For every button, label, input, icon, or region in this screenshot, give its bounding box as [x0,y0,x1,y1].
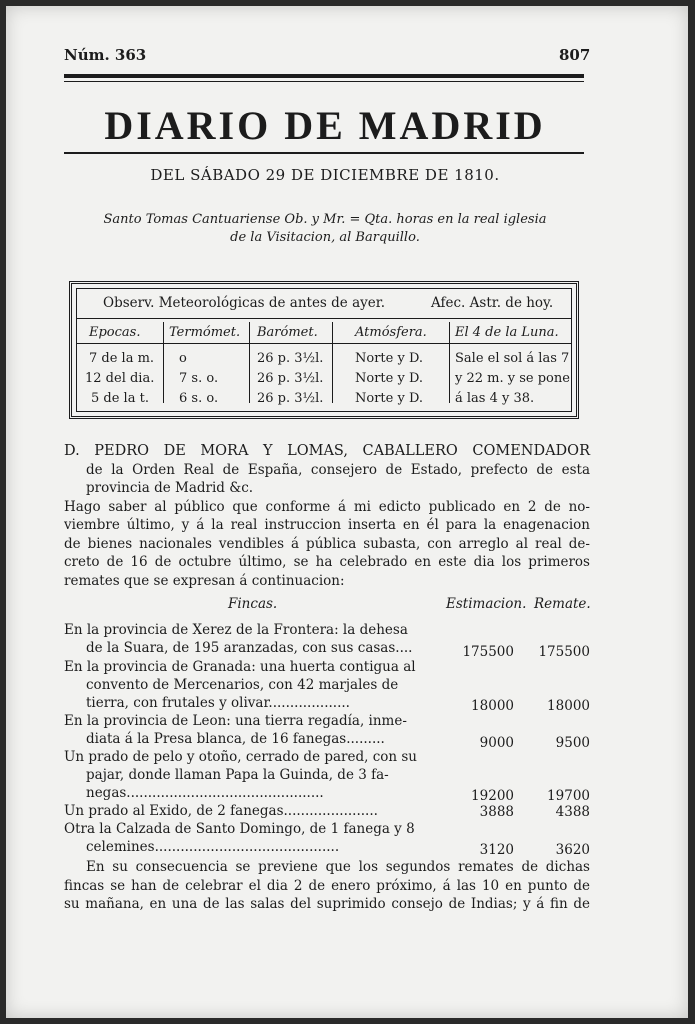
entry-1-line-2: de la Suara, de 195 aranzadas, con sus casas.... [86,640,413,656]
col-estimacion: Estimacion. [446,596,527,612]
notice-line: viembre último, y á la real instruccion inserta en él para la enagenacion [64,517,590,533]
entry-1-estimacion: 175500 [462,644,514,660]
meteorological-table [69,281,579,419]
notice-heading: D. PEDRO DE MORA Y LOMAS, CABALLERO COMENDADOR [64,443,590,459]
col-header-luna: El 4 de la Luna. [455,325,559,340]
saint-of-day-line-2: de la Visitacion, al Barquillo. [230,230,420,245]
entry-2-line-3: tierra, con frutales y olivar................... [86,695,350,711]
row1-epoca: 7 de la m. [89,351,155,366]
notice-block [64,442,590,590]
newspaper-page [6,6,688,1018]
row3-termo: 6 s. o. [179,391,219,406]
header-rule-thin [64,81,584,82]
entry-2-remate: 18000 [547,698,590,714]
col-divider [332,322,333,403]
saint-of-day-line-1: Santo Tomas Cantuariense Ob. y Mr. = Qta. horas en la real iglesia [103,212,547,227]
entry-3-remate: 9500 [555,735,590,751]
col-header-barometro: Barómet. [257,325,318,340]
notice-line: de la Orden Real de España, consejero de Estado, prefecto de esta [86,461,590,478]
closing-line: su mañana, en una de las salas del suprimido consejo de Indias; y á fin de [64,896,590,912]
header-rule-top [64,74,584,78]
row3-epoca: 5 de la t. [91,391,149,406]
masthead-rule [64,152,584,154]
col-header-atmosfera: Atmósfera. [355,325,427,340]
row2-atmos: Norte y D. [355,371,424,386]
row1-barom: 26 p. 3½l. [257,351,324,366]
entry-6-line-2: celemines........................................... [86,839,340,855]
entry-1-line-1: En la provincia de Xerez de la Frontera: la dehesa [64,622,408,638]
col-divider [449,322,450,403]
col-remate: Remate. [534,596,591,612]
entry-5-estimacion: 3888 [479,804,514,820]
entry-3-line-2: diata á la Presa blanca, de 16 fanegas......... [86,731,385,747]
col-fincas: Fincas. [228,596,278,612]
entry-2-line-2: convento de Mercenarios, con 42 marjales de [86,677,399,693]
closing-line: En su consecuencia se previene que los segundos remates de dichas [86,859,590,875]
entry-5-line-1: Un prado al Exido, de 2 fanegas...................... [64,803,378,819]
entry-4-line-3: negas.............................................. [86,785,324,801]
luna-line-1: Sale el sol á las 7 [455,351,570,366]
obs-heading-right: Afec. Astr. de hoy. [431,295,554,311]
entry-6-line-1: Otra la Calzada de Santo Domingo, de 1 fanega y 8 [64,821,415,837]
col-divider [249,322,250,403]
entry-5-remate: 4388 [555,804,590,820]
luna-line-3: á las 4 y 38. [455,391,535,406]
row2-epoca: 12 del dia. [85,371,155,386]
notice-line: de bienes nacionales vendibles á pública subasta, con arreglo al real de- [64,535,590,552]
notice-line: creto de 16 de octubre último, se ha celebrado en este dia los primeros [64,554,590,570]
entry-4-line-2: pajar, donde llaman Papa la Guinda, de 3 fa- [86,767,389,783]
entry-4-remate: 19700 [547,788,590,804]
row3-barom: 26 p. 3½l. [257,391,324,406]
dateline: DEL SÁBADO 29 DE DICIEMBRE DE 1810. [150,166,500,184]
col-header-epocas: Epocas. [89,325,141,340]
entry-3-line-1: En la provincia de Leon: una tierra regadía, inme- [64,713,407,729]
notice-line: remates que se expresan á continuacion: [64,572,345,589]
row2-barom: 26 p. 3½l. [257,371,324,386]
obs-heading-left: Observ. Meteorológicas de antes de ayer. [103,295,386,311]
row2-termo: 7 s. o. [179,371,219,386]
entry-6-remate: 3620 [555,842,590,858]
entry-4-estimacion: 19200 [471,788,514,804]
entry-1-remate: 175500 [538,644,590,660]
page-number: 807 [559,46,591,64]
row3-atmos: Norte y D. [355,391,424,406]
notice-line: Hago saber al público que conforme á mi edicto publicado en 2 de no- [64,498,590,515]
entry-4-line-1: Un prado de pelo y otoño, cerrado de pared, con su [64,749,418,765]
closing-line: fincas se han de celebrar el dia 2 de enero próximo, á las 10 en punto de [64,877,590,894]
entry-2-estimacion: 18000 [471,698,514,714]
closing-paragraph [64,858,590,914]
notice-line: provincia de Madrid &c. [86,480,254,496]
entry-3-estimacion: 9000 [479,735,514,751]
luna-line-2: y 22 m. y se pone [455,371,570,386]
obs-head-rule [77,318,571,319]
col-header-termometro: Termómet. [169,325,241,340]
obs-col-rule [77,343,571,344]
entry-2-line-1: En la provincia de Granada: una huerta contigua al [64,659,416,675]
col-divider [163,322,164,403]
row1-termo: o [179,351,187,366]
row1-atmos: Norte y D. [355,351,424,366]
entry-6-estimacion: 3120 [479,842,514,858]
masthead-title: DIARIO DE MADRID [104,103,546,148]
issue-number: Núm. 363 [64,46,147,64]
